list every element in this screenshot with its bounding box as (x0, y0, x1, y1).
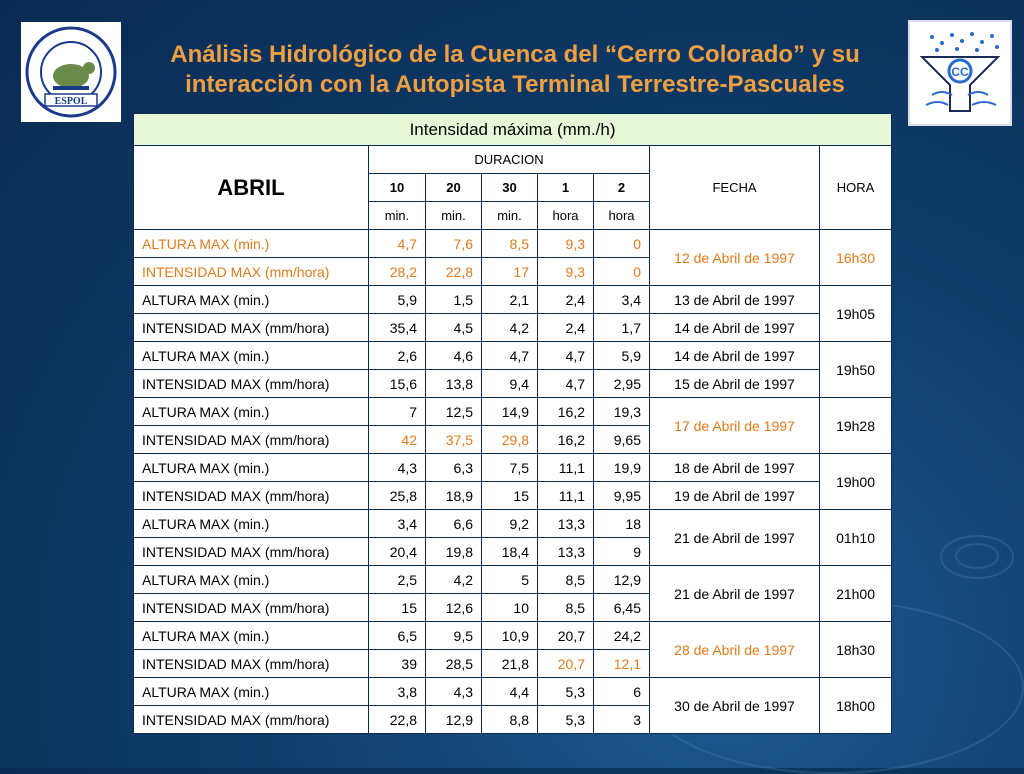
row-label-intensidad: INTENSIDAD MAX (mm/hora) (134, 482, 369, 510)
hora-cell: 01h10 (820, 510, 892, 566)
month-header: ABRIL (134, 146, 369, 230)
fecha-cell: 21 de Abril de 1997 (650, 510, 820, 566)
value-cell: 22,8 (369, 706, 426, 734)
value-cell: 9,5 (426, 622, 482, 650)
duracion-header: DURACION (369, 146, 650, 174)
row-label-intensidad: INTENSIDAD MAX (mm/hora) (134, 706, 369, 734)
unit-5: hora (594, 202, 650, 230)
value-cell: 12,5 (426, 398, 482, 426)
value-cell: 1,7 (594, 314, 650, 342)
value-cell: 9,65 (594, 426, 650, 454)
value-cell: 24,2 (594, 622, 650, 650)
value-cell: 7,6 (426, 230, 482, 258)
row-label-intensidad: INTENSIDAD MAX (mm/hora) (134, 426, 369, 454)
hora-cell: 19h00 (820, 454, 892, 510)
value-cell: 5,3 (538, 678, 594, 706)
row-label-intensidad: INTENSIDAD MAX (mm/hora) (134, 370, 369, 398)
value-cell: 4,7 (538, 370, 594, 398)
fecha-cell: 18 de Abril de 1997 (650, 454, 820, 482)
value-cell: 2,4 (538, 314, 594, 342)
value-cell: 8,5 (538, 566, 594, 594)
value-cell: 20,7 (538, 622, 594, 650)
fecha-cell: 21 de Abril de 1997 (650, 566, 820, 622)
table-row (134, 230, 892, 258)
fecha-cell: 30 de Abril de 1997 (650, 678, 820, 734)
table-row (134, 482, 892, 510)
value-cell: 0 (594, 230, 650, 258)
funnel-icon (912, 25, 1008, 121)
row-label-intensidad: INTENSIDAD MAX (mm/hora) (134, 650, 369, 678)
value-cell: 15,6 (369, 370, 426, 398)
value-cell: 8,5 (482, 230, 538, 258)
svg-text:CC: CC (951, 65, 969, 79)
value-cell: 0 (594, 258, 650, 286)
value-cell: 12,1 (594, 650, 650, 678)
value-cell: 6,45 (594, 594, 650, 622)
title-line-2: interacción con la Autopista Terminal Terrestre-Pascuales (185, 71, 845, 98)
row-label-altura: ALTURA MAX (min.) (134, 286, 369, 314)
value-cell: 9,95 (594, 482, 650, 510)
value-cell: 11,1 (538, 482, 594, 510)
value-cell: 28,5 (426, 650, 482, 678)
value-cell: 3,4 (369, 510, 426, 538)
value-cell: 12,9 (426, 706, 482, 734)
value-cell: 5,9 (369, 286, 426, 314)
row-label-altura: ALTURA MAX (min.) (134, 622, 369, 650)
value-cell: 17 (482, 258, 538, 286)
value-cell: 6 (594, 678, 650, 706)
row-label-altura: ALTURA MAX (min.) (134, 566, 369, 594)
value-cell: 20,7 (538, 650, 594, 678)
table-row (134, 566, 892, 594)
unit-1: min. (369, 202, 426, 230)
value-cell: 1,5 (426, 286, 482, 314)
value-cell: 13,3 (538, 510, 594, 538)
espol-logo (21, 22, 121, 122)
intensity-table (133, 113, 892, 734)
value-cell: 8,5 (538, 594, 594, 622)
value-cell: 5 (482, 566, 538, 594)
table-caption: Intensidad máxima (mm./h) (134, 114, 892, 146)
table-row (134, 342, 892, 370)
value-cell: 6,3 (426, 454, 482, 482)
fecha-cell: 14 de Abril de 1997 (650, 342, 820, 370)
table-row (134, 622, 892, 650)
value-cell: 39 (369, 650, 426, 678)
hora-cell: 16h30 (820, 230, 892, 286)
value-cell: 4,4 (482, 678, 538, 706)
value-cell: 13,3 (538, 538, 594, 566)
value-cell: 4,3 (426, 678, 482, 706)
value-cell: 2,6 (369, 342, 426, 370)
row-label-altura: ALTURA MAX (min.) (134, 678, 369, 706)
duration-1: 1 (538, 174, 594, 202)
value-cell: 9,3 (538, 258, 594, 286)
value-cell: 2,5 (369, 566, 426, 594)
value-cell: 14,9 (482, 398, 538, 426)
value-cell: 5,3 (538, 706, 594, 734)
hora-cell: 19h05 (820, 286, 892, 342)
unit-3: min. (482, 202, 538, 230)
value-cell: 9,2 (482, 510, 538, 538)
value-cell: 4,7 (482, 342, 538, 370)
value-cell: 4,2 (482, 314, 538, 342)
value-cell: 5,9 (594, 342, 650, 370)
duration-10: 10 (369, 174, 426, 202)
value-cell: 28,2 (369, 258, 426, 286)
table-row (134, 314, 892, 342)
duration-30: 30 (482, 174, 538, 202)
fecha-header: FECHA (650, 146, 820, 230)
ripple-decoration (955, 543, 999, 569)
value-cell: 3 (594, 706, 650, 734)
value-cell: 19,8 (426, 538, 482, 566)
hora-cell: 19h28 (820, 398, 892, 454)
row-label-intensidad: INTENSIDAD MAX (mm/hora) (134, 258, 369, 286)
value-cell: 21,8 (482, 650, 538, 678)
value-cell: 25,8 (369, 482, 426, 510)
value-cell: 7 (369, 398, 426, 426)
table-row (134, 398, 892, 426)
row-label-intensidad: INTENSIDAD MAX (mm/hora) (134, 594, 369, 622)
row-label-altura: ALTURA MAX (min.) (134, 510, 369, 538)
value-cell: 4,2 (426, 566, 482, 594)
value-cell: 19,3 (594, 398, 650, 426)
espol-seal-icon (23, 24, 119, 120)
value-cell: 9,4 (482, 370, 538, 398)
value-cell: 18 (594, 510, 650, 538)
value-cell: 11,1 (538, 454, 594, 482)
unit-2: min. (426, 202, 482, 230)
value-cell: 12,6 (426, 594, 482, 622)
fecha-cell: 13 de Abril de 1997 (650, 286, 820, 314)
hora-cell: 18h00 (820, 678, 892, 734)
table-row (134, 286, 892, 314)
value-cell: 20,4 (369, 538, 426, 566)
value-cell: 2,4 (538, 286, 594, 314)
value-cell: 3,4 (594, 286, 650, 314)
hora-cell: 21h00 (820, 566, 892, 622)
hora-header: HORA (820, 146, 892, 230)
row-label-intensidad: INTENSIDAD MAX (mm/hora) (134, 314, 369, 342)
fecha-cell: 19 de Abril de 1997 (650, 482, 820, 510)
fecha-cell: 12 de Abril de 1997 (650, 230, 820, 286)
fecha-cell: 15 de Abril de 1997 (650, 370, 820, 398)
value-cell: 16,2 (538, 426, 594, 454)
table-row (134, 370, 892, 398)
unit-4: hora (538, 202, 594, 230)
value-cell: 9,3 (538, 230, 594, 258)
value-cell: 4,7 (538, 342, 594, 370)
value-cell: 12,9 (594, 566, 650, 594)
row-label-altura: ALTURA MAX (min.) (134, 342, 369, 370)
value-cell: 10,9 (482, 622, 538, 650)
value-cell: 4,5 (426, 314, 482, 342)
hora-cell: 18h30 (820, 622, 892, 678)
table-row (134, 678, 892, 706)
value-cell: 35,4 (369, 314, 426, 342)
value-cell: 18,4 (482, 538, 538, 566)
fecha-cell: 28 de Abril de 1997 (650, 622, 820, 678)
value-cell: 13,8 (426, 370, 482, 398)
row-label-altura: ALTURA MAX (min.) (134, 398, 369, 426)
fecha-cell: 17 de Abril de 1997 (650, 398, 820, 454)
value-cell: 8,8 (482, 706, 538, 734)
row-label-altura: ALTURA MAX (min.) (134, 230, 369, 258)
value-cell: 6,6 (426, 510, 482, 538)
value-cell: 15 (482, 482, 538, 510)
duration-20: 20 (426, 174, 482, 202)
row-label-intensidad: INTENSIDAD MAX (mm/hora) (134, 538, 369, 566)
value-cell: 19,9 (594, 454, 650, 482)
fecha-cell: 14 de Abril de 1997 (650, 314, 820, 342)
value-cell: 2,1 (482, 286, 538, 314)
value-cell: 7,5 (482, 454, 538, 482)
row-label-altura: ALTURA MAX (min.) (134, 454, 369, 482)
svg-text:ESPOL: ESPOL (54, 96, 88, 107)
value-cell: 15 (369, 594, 426, 622)
value-cell: 16,2 (538, 398, 594, 426)
value-cell: 4,3 (369, 454, 426, 482)
cc-logo (908, 20, 1012, 126)
value-cell: 29,8 (482, 426, 538, 454)
title-line-1: Análisis Hidrológico de la Cuenca del “Cerro Colorado” y su (170, 41, 860, 68)
value-cell: 3,8 (369, 678, 426, 706)
value-cell: 9 (594, 538, 650, 566)
value-cell: 4,7 (369, 230, 426, 258)
table-row (134, 510, 892, 538)
value-cell: 10 (482, 594, 538, 622)
duration-2: 2 (594, 174, 650, 202)
value-cell: 2,95 (594, 370, 650, 398)
value-cell: 37,5 (426, 426, 482, 454)
hora-cell: 19h50 (820, 342, 892, 398)
value-cell: 42 (369, 426, 426, 454)
value-cell: 4,6 (426, 342, 482, 370)
value-cell: 18,9 (426, 482, 482, 510)
table-row (134, 454, 892, 482)
value-cell: 6,5 (369, 622, 426, 650)
page-title (130, 40, 900, 100)
value-cell: 22,8 (426, 258, 482, 286)
